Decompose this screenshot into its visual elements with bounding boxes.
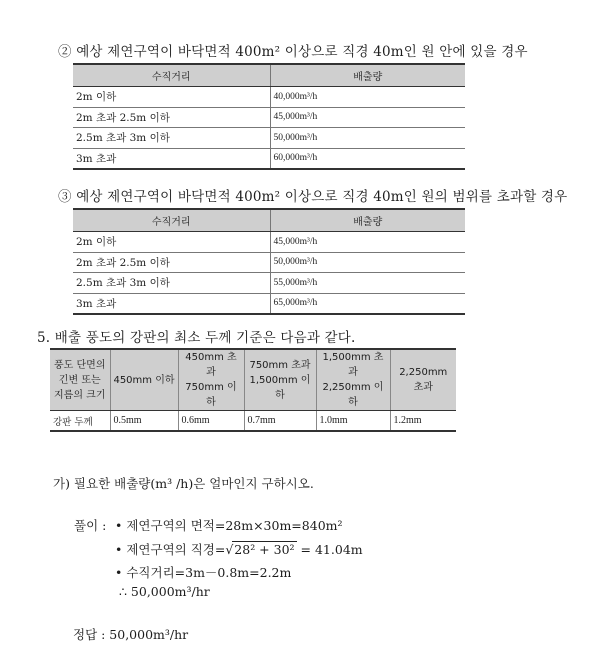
thickness-cell: 0.5mm	[110, 411, 178, 432]
thickness-cell: 0.7mm	[244, 411, 316, 432]
table-row	[73, 232, 465, 253]
volume-cell: 60,000m³/h	[270, 148, 465, 169]
volume-cell: 45,000m³/h	[270, 232, 465, 253]
section3-table	[73, 208, 465, 315]
duct-thickness-table	[50, 348, 456, 432]
sqrt-radicand: 28² + 30²	[234, 542, 295, 557]
volume-cell: 55,000m³/h	[270, 273, 465, 294]
volume-cell: 50,000m³/h	[270, 252, 465, 273]
solution-line-result: ∴ 50,000m³/hr	[119, 584, 210, 599]
volume-cell: 65,000m³/h	[270, 293, 465, 314]
column-header-volume: 배출량	[270, 209, 465, 232]
answer-text: 정답 : 50,000m³/hr	[73, 627, 189, 642]
table-row	[73, 252, 465, 273]
section2-heading: ② 예상 제연구역이 바닥면적 400m² 이상으로 직경 40m인 원 안에 있을 경우	[58, 44, 528, 60]
thickness-cell: 1.2mm	[390, 411, 456, 432]
table-row	[73, 87, 465, 108]
size-column-header: 1,500mm 초과 2,250mm 이하	[316, 349, 390, 411]
column-header-distance: 수직거리	[73, 209, 270, 232]
volume-cell: 40,000m³/h	[270, 87, 465, 108]
solution-label: 풀이 :	[74, 518, 107, 533]
size-header-label: 풍도 단면의 긴변 또는 지름의 크기	[50, 349, 110, 411]
volume-cell: 45,000m³/h	[270, 107, 465, 128]
size-column-header: 2,250mm 초과	[390, 349, 456, 411]
distance-cell: 3m 초과	[73, 148, 270, 169]
distance-cell: 2m 초과 2.5m 이하	[73, 252, 270, 273]
column-header-volume: 배출량	[270, 64, 465, 87]
distance-cell: 2m 이하	[73, 87, 270, 108]
section5-heading: 5. 배출 풍도의 강판의 최소 두께 기준은 다음과 같다.	[37, 330, 356, 346]
solution-line-distance: • 수직거리=3m－0.8m=2.2m	[115, 565, 292, 580]
size-column-header: 450mm 초과 750mm 이하	[178, 349, 244, 411]
column-header-distance: 수직거리	[73, 64, 270, 87]
table-row	[73, 107, 465, 128]
section3-heading: ③ 예상 제연구역이 바닥면적 400m² 이상으로 직경 40m인 원의 범위를 초과할 경우	[58, 189, 568, 205]
distance-cell: 2m 초과 2.5m 이하	[73, 107, 270, 128]
thickness-cell: 1.0mm	[316, 411, 390, 432]
table-row	[73, 293, 465, 314]
solution-line-area: • 제연구역의 면적=28m×30m=840m²	[115, 518, 343, 533]
distance-cell: 2.5m 초과 3m 이하	[73, 128, 270, 149]
solution-line-diameter: • 제연구역의 직경=√28² + 30² = 41.04m	[115, 542, 363, 557]
size-column-header: 450mm 이하	[110, 349, 178, 411]
sqrt-symbol-icon: √	[225, 542, 234, 557]
thickness-row-label: 강판 두께	[50, 411, 110, 432]
distance-cell: 2.5m 초과 3m 이하	[73, 273, 270, 294]
volume-cell: 50,000m³/h	[270, 128, 465, 149]
distance-cell: 3m 초과	[73, 293, 270, 314]
size-column-header: 750mm 초과 1,500mm 이하	[244, 349, 316, 411]
distance-cell: 2m 이하	[73, 232, 270, 253]
table-row	[50, 411, 456, 432]
table-row	[73, 273, 465, 294]
thickness-cell: 0.6mm	[178, 411, 244, 432]
table-row	[73, 148, 465, 169]
question-text: 가) 필요한 배출량(m³ /h)은 얼마인지 구하시오.	[53, 476, 314, 491]
section2-table	[73, 63, 465, 170]
table-row	[73, 128, 465, 149]
